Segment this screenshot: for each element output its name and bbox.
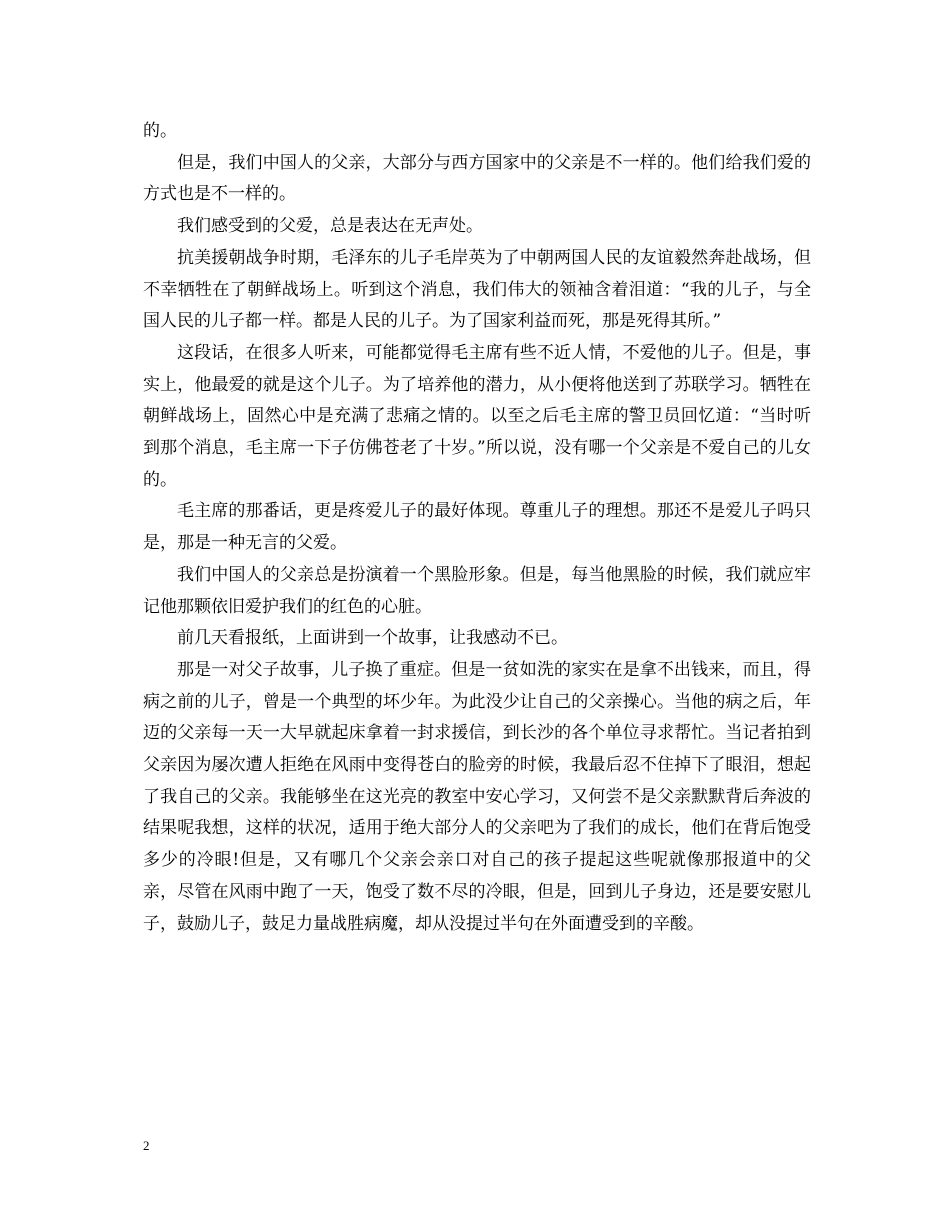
paragraph: 这段话，在很多人听来，可能都觉得毛主席有些不近人情，不爱他的儿子。但是，事实上，他最爱的就是这个儿子。为了培养他的潜力，从小便将他送到了苏联学习。牺牲在朝鲜战场上，固然心中是充满了悲痛之情的。以至之后毛主席的警卫员回忆道：“当时听到那个消息，毛主席一下子仿佛苍老了十岁。”所以说，没有哪一个父亲是不爱自己的儿女的。	[143, 342, 811, 490]
paragraph: 抗美援朝战争时期，毛泽东的儿子毛岸英为了中朝两国人民的友谊毅然奔赴战场，但不幸牺牲在了朝鲜战场上。听到这个消息，我们伟大的领袖含着泪道：“我的儿子，与全国人民的儿子都一样。都是人民的儿子。为了国家利益而死，那是死得其所。”	[143, 247, 811, 332]
paragraph: 毛主席的那番话，更是疼爱儿子的最好体现。尊重儿子的理想。那还不是爱儿子吗只是，那是一种无言的父爱。	[143, 501, 811, 554]
page-number: 2	[143, 1138, 150, 1153]
paragraph: 那是一对父子故事，儿子换了重症。但是一贫如洗的家实在是拿不出钱来，而且，得病之前的儿子，曾是一个典型的坏少年。为此没少让自己的父亲操心。当他的病之后，年迈的父亲每一天一大早就起床拿着一封求援信，到长沙的各个单位寻求帮忙。当记者拍到父亲因为屡次遭人拒绝在风雨中变得苍白的脸旁的时候，我最后忍不住掉下了眼泪，想起了我自己的父亲。我能够坐在这光亮的教室中安心学习，又何尝不是父亲默默背后奔波的结果呢我想，这样的状况，适用于绝大部分人的父亲吧为了我们的成长，他们在背后饱受多少的冷眼!但是，又有哪几个父亲会亲口对自己的孩子提起这些呢就像那报道中的父亲，尽管在风雨中跑了一天，饱受了数不尽的冷眼，但是，回到儿子身边，还是要安慰儿子，鼓励儿子，鼓足力量战胜病魔，却从没提过半句在外面遭受到的辛酸。	[143, 659, 811, 934]
paragraph: 我们中国人的父亲总是扮演着一个黑脸形象。但是，每当他黑脸的时候，我们就应牢记他那颗依旧爱护我们的红色的心脏。	[143, 564, 811, 617]
document-body	[143, 116, 811, 940]
paragraph: 我们感受到的父爱，总是表达在无声处。	[177, 216, 483, 237]
paragraph: 前几天看报纸，上面讲到一个故事，让我感动不已。	[177, 628, 568, 649]
paragraph: 但是，我们中国人的父亲，大部分与西方国家中的父亲是不一样的。他们给我们爱的方式也是不一样的。	[143, 152, 811, 205]
paragraph: 的。	[143, 121, 177, 141]
